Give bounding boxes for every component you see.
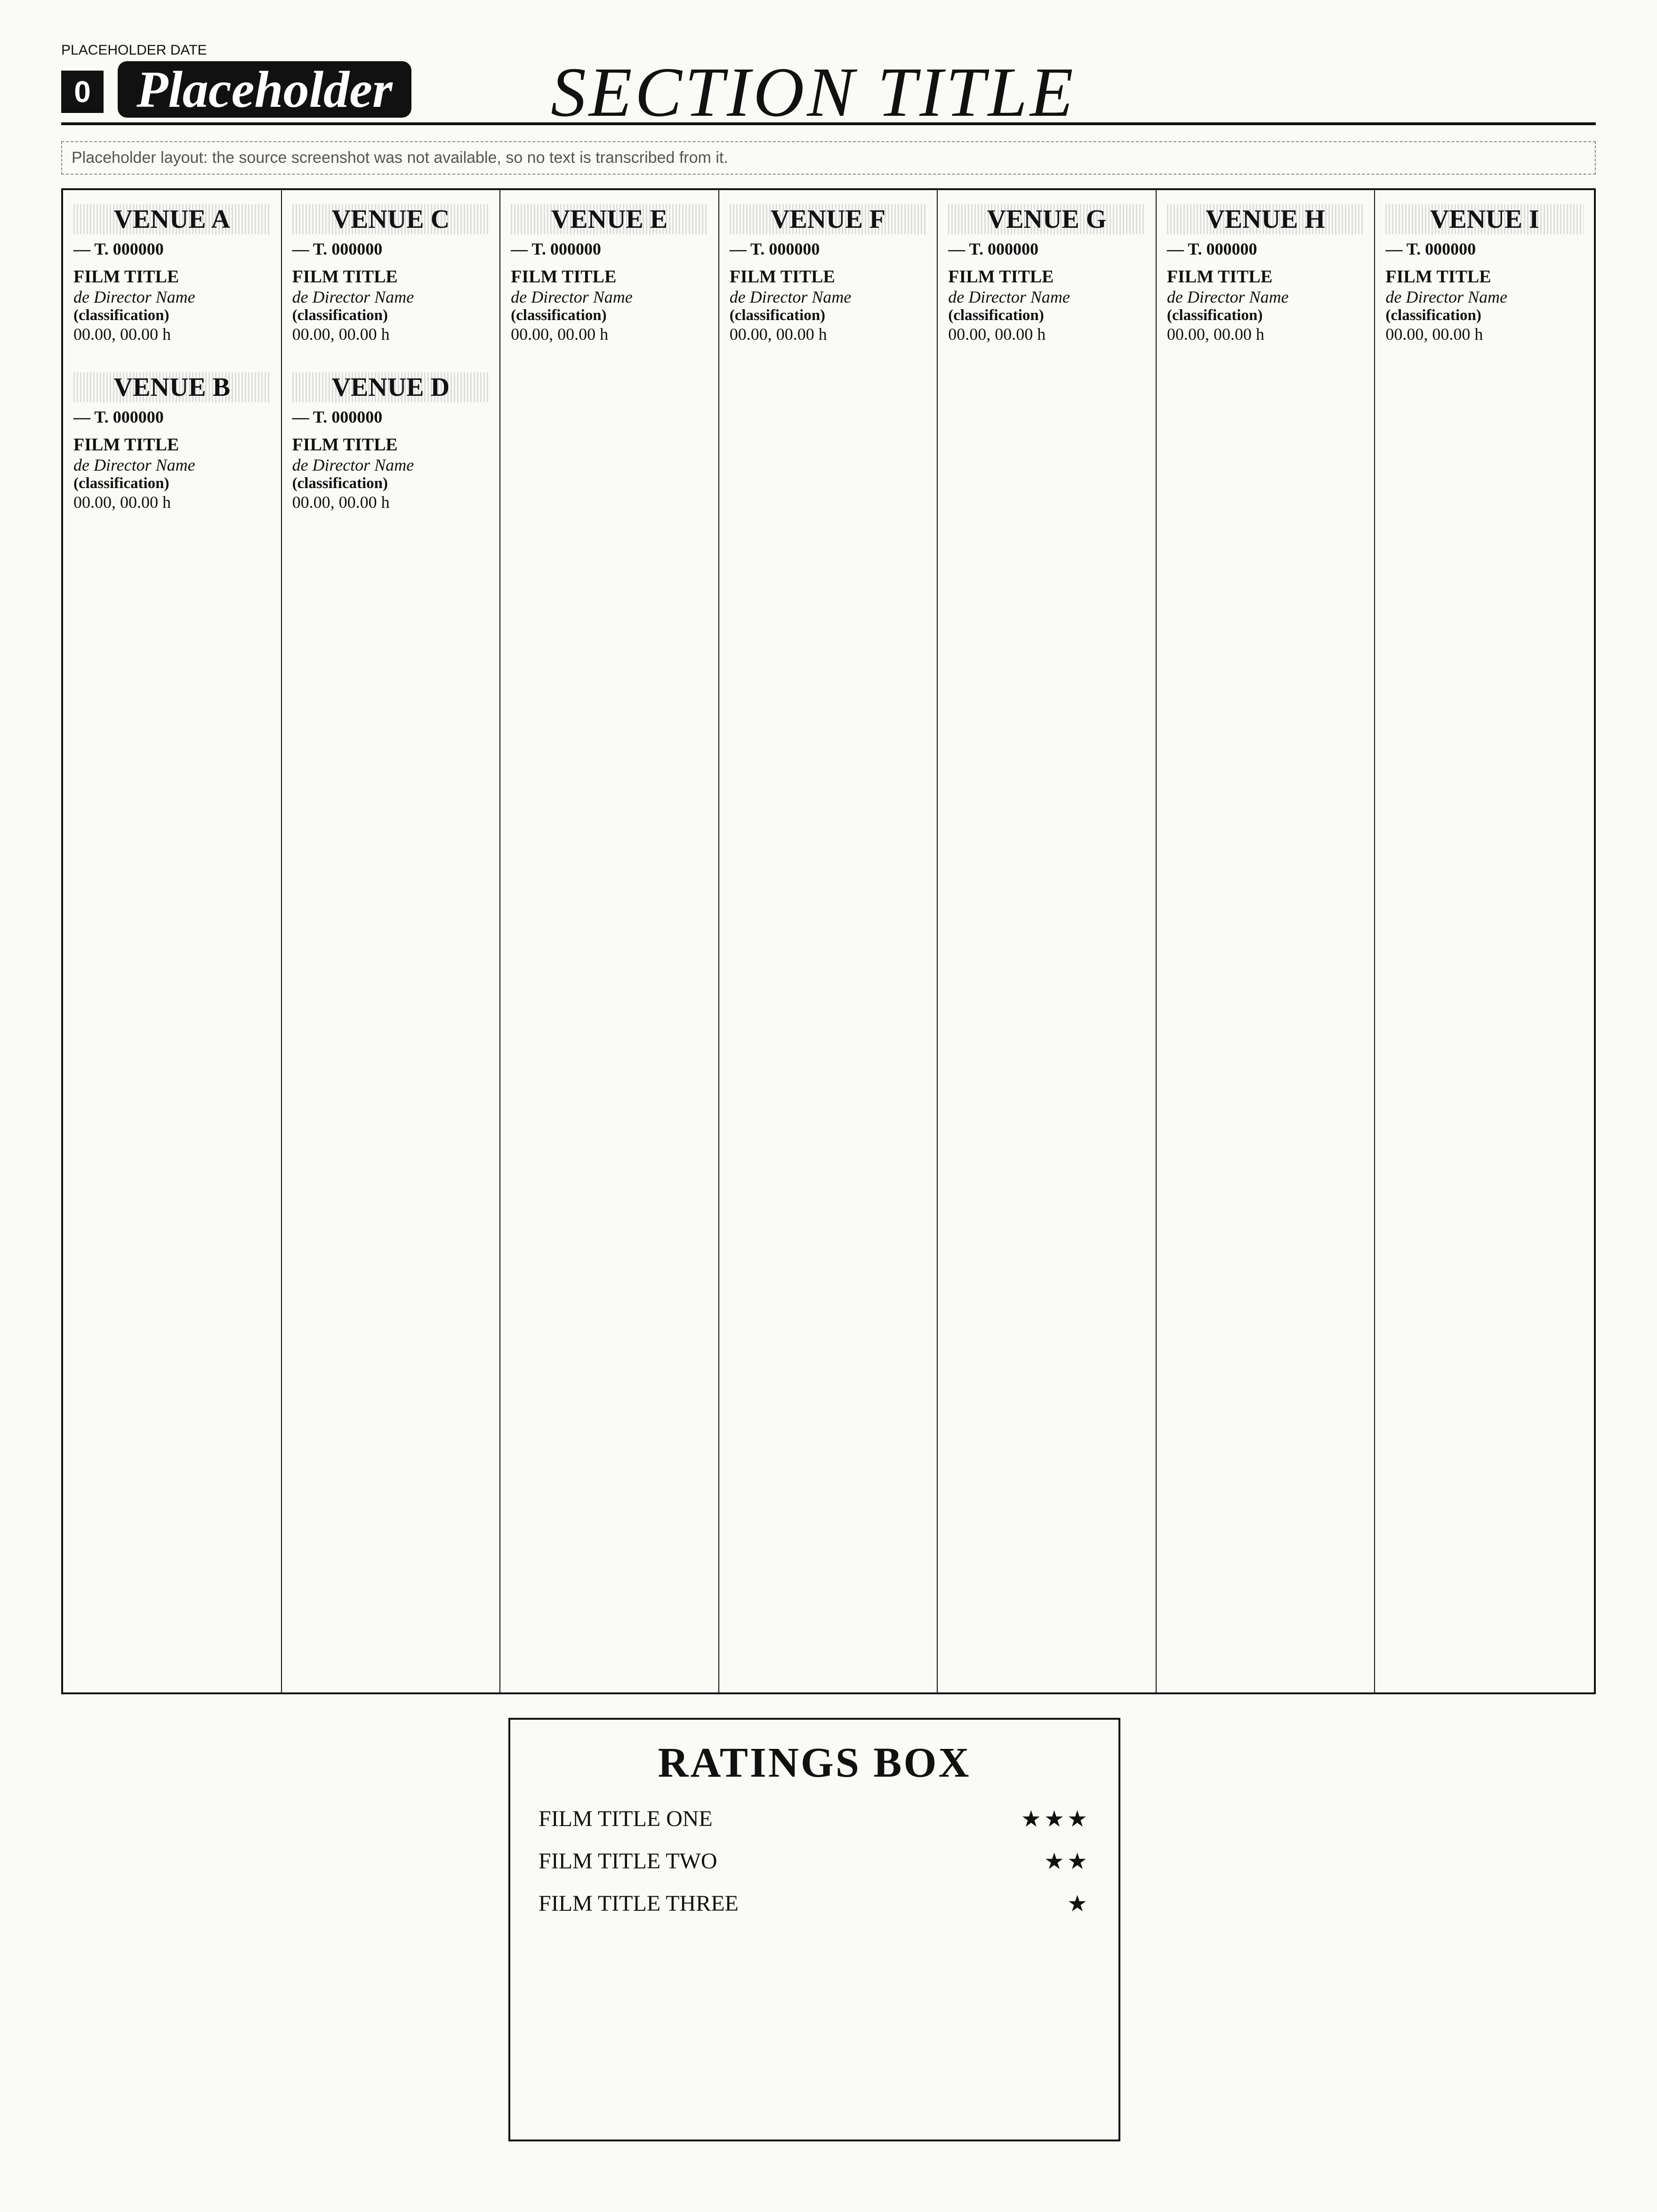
film-title: FILM TITLE — [1385, 267, 1491, 287]
venue-phone: — T. 000000 — [948, 240, 1038, 258]
venue-listing — [292, 204, 490, 344]
film-director: de Director Name — [948, 288, 1070, 306]
venue-name: VENUE G — [948, 204, 1145, 234]
showtimes: 00.00, 00.00 h — [73, 493, 171, 512]
film-director: de Director Name — [729, 288, 852, 306]
ratings-title: RATINGS BOX — [658, 1739, 971, 1786]
listing-column — [719, 190, 938, 1692]
rating-row — [539, 1806, 1090, 1832]
venue-listing — [730, 204, 927, 344]
film-title: FILM TITLE — [73, 267, 179, 287]
film-director: de Director Name — [1385, 288, 1508, 306]
venue-name: VENUE C — [292, 204, 490, 234]
showtimes: 00.00, 00.00 h — [292, 325, 390, 344]
film-classification: (classification) — [1385, 307, 1481, 324]
film-director: de Director Name — [292, 288, 414, 306]
venue-listing — [511, 204, 708, 344]
film-classification: (classification) — [729, 307, 826, 324]
listing-column — [1375, 190, 1594, 1692]
venue-phone: — T. 000000 — [73, 240, 164, 258]
film-director: de Director Name — [292, 456, 414, 474]
showtimes: 00.00, 00.00 h — [1166, 325, 1264, 344]
rated-film: FILM TITLE ONE — [539, 1806, 713, 1831]
showtimes: 00.00, 00.00 h — [292, 493, 390, 512]
film-director: de Director Name — [73, 456, 195, 474]
film-title: FILM TITLE — [292, 435, 398, 455]
venue-phone: — T. 000000 — [1166, 240, 1257, 258]
venue-listing — [73, 372, 271, 512]
rating-row — [539, 1891, 1090, 1917]
rating-row — [539, 1848, 1090, 1875]
listing-column — [282, 190, 501, 1692]
film-classification: (classification) — [292, 307, 388, 324]
showtimes: 00.00, 00.00 h — [948, 325, 1046, 344]
venue-listing — [292, 372, 490, 512]
ratings-list — [539, 1806, 1090, 1917]
rated-film: FILM TITLE TWO — [539, 1849, 717, 1874]
placeholder-notice: Placeholder layout: the source screenshot was not available, so no text is transcribed from it. — [61, 141, 1596, 175]
venue-phone: — T. 000000 — [729, 240, 820, 258]
listing-column — [500, 190, 719, 1692]
showtimes: 00.00, 00.00 h — [1385, 325, 1483, 344]
film-title: FILM TITLE — [1166, 267, 1273, 287]
star-rating: ★★ — [1044, 1849, 1090, 1874]
film-classification: (classification) — [948, 307, 1044, 324]
film-title: FILM TITLE — [292, 267, 398, 287]
film-director: de Director Name — [511, 288, 633, 306]
showtimes: 00.00, 00.00 h — [511, 325, 609, 344]
film-classification: (classification) — [73, 307, 169, 324]
venue-name: VENUE D — [292, 372, 490, 402]
brand-logo: Placeholder — [118, 61, 411, 118]
venue-phone: — T. 000000 — [292, 408, 383, 426]
venue-phone: — T. 000000 — [73, 408, 164, 426]
venue-phone: — T. 000000 — [1385, 240, 1476, 258]
film-classification: (classification) — [1166, 307, 1263, 324]
masthead — [61, 33, 1596, 131]
film-title: FILM TITLE — [729, 267, 835, 287]
section-title: SECTION TITLE — [551, 53, 1076, 131]
film-classification: (classification) — [292, 475, 388, 492]
venue-phone: — T. 000000 — [292, 240, 383, 258]
showtimes: 00.00, 00.00 h — [729, 325, 827, 344]
issue-date: PLACEHOLDER DATE — [61, 42, 207, 58]
listing-column — [63, 190, 282, 1692]
venue-name: VENUE I — [1385, 204, 1584, 234]
venue-phone: — T. 000000 — [511, 240, 601, 258]
showtimes: 00.00, 00.00 h — [73, 325, 171, 344]
venue-listing — [948, 204, 1145, 344]
film-classification: (classification) — [73, 475, 169, 492]
venue-listing — [73, 204, 271, 344]
listings-grid — [61, 188, 1596, 1694]
venue-listing — [1167, 204, 1364, 344]
film-classification: (classification) — [511, 307, 607, 324]
venue-name: VENUE F — [730, 204, 927, 234]
film-director: de Director Name — [1166, 288, 1289, 306]
film-title: FILM TITLE — [948, 267, 1054, 287]
film-title: FILM TITLE — [511, 267, 617, 287]
venue-name: VENUE A — [73, 204, 271, 234]
rated-film: FILM TITLE THREE — [539, 1891, 739, 1916]
star-rating: ★★★ — [1021, 1807, 1090, 1832]
film-title: FILM TITLE — [73, 435, 179, 455]
film-director: de Director Name — [73, 288, 195, 306]
ratings-box — [508, 1718, 1120, 2141]
venue-name: VENUE B — [73, 372, 271, 402]
venue-name: VENUE H — [1167, 204, 1364, 234]
listing-column — [938, 190, 1157, 1692]
listing-column — [1157, 190, 1375, 1692]
star-rating: ★ — [1067, 1891, 1090, 1916]
venue-listing — [1385, 204, 1584, 344]
page-number: 0 — [61, 71, 104, 113]
venue-name: VENUE E — [511, 204, 708, 234]
